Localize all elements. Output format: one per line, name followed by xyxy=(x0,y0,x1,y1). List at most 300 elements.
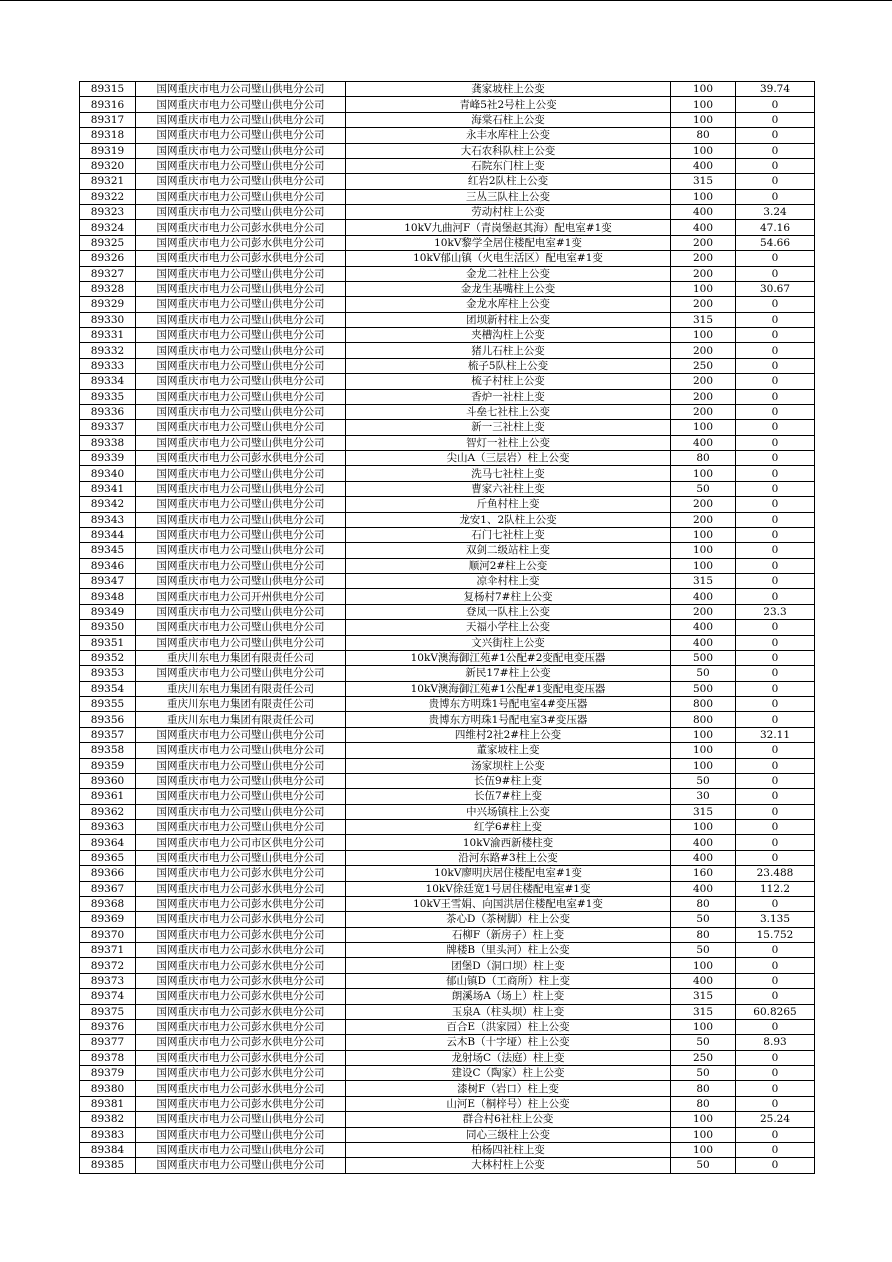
value-cell: 0 xyxy=(736,451,815,466)
value-cell: 0 xyxy=(736,650,815,665)
table-row xyxy=(80,1127,815,1142)
company-cell: 国网重庆市电力公司彭水供电分公司 xyxy=(136,220,346,235)
value-cell: 0 xyxy=(736,435,815,450)
capacity-cell: 200 xyxy=(671,235,736,250)
value-cell: 0 xyxy=(736,266,815,281)
capacity-cell: 80 xyxy=(671,1081,736,1096)
row-id-cell: 89344 xyxy=(80,527,136,542)
value-cell: 0 xyxy=(736,1050,815,1065)
value-cell: 0 xyxy=(736,358,815,373)
company-cell: 重庆川东电力集团有限责任公司 xyxy=(136,712,346,727)
row-id-cell: 89341 xyxy=(80,481,136,496)
company-cell: 国网重庆市电力公司璧山供电分公司 xyxy=(136,466,346,481)
table-row xyxy=(80,1019,815,1034)
company-cell: 国网重庆市电力公司璧山供电分公司 xyxy=(136,497,346,512)
transformer-name-cell: 10kV澳海御江苑#1公配#2变配电变压器 xyxy=(346,650,671,665)
table-row xyxy=(80,635,815,650)
transformer-name-cell: 董家坡柱上变 xyxy=(346,743,671,758)
company-cell: 国网重庆市电力公司彭水供电分公司 xyxy=(136,989,346,1004)
row-id-cell: 89367 xyxy=(80,881,136,896)
capacity-cell: 50 xyxy=(671,1066,736,1081)
table-row xyxy=(80,850,815,865)
company-cell: 国网重庆市电力公司璧山供电分公司 xyxy=(136,635,346,650)
company-cell: 国网重庆市电力公司璧山供电分公司 xyxy=(136,820,346,835)
table-row xyxy=(80,881,815,896)
transformer-table xyxy=(79,81,815,1174)
capacity-cell: 400 xyxy=(671,850,736,865)
transformer-name-cell: 永丰水库柱上公变 xyxy=(346,128,671,143)
table-row xyxy=(80,958,815,973)
table-row xyxy=(80,866,815,881)
transformer-name-cell: 10kV九曲河F（青岗堡赵其海）配电室#1变 xyxy=(346,220,671,235)
value-cell: 54.66 xyxy=(736,235,815,250)
company-cell: 国网重庆市电力公司璧山供电分公司 xyxy=(136,112,346,127)
row-id-cell: 89320 xyxy=(80,158,136,173)
table-row xyxy=(80,727,815,742)
value-cell: 0 xyxy=(736,128,815,143)
table-row xyxy=(80,758,815,773)
row-id-cell: 89318 xyxy=(80,128,136,143)
value-cell: 0 xyxy=(736,773,815,788)
row-id-cell: 89383 xyxy=(80,1127,136,1142)
value-cell: 0 xyxy=(736,512,815,527)
row-id-cell: 89373 xyxy=(80,973,136,988)
row-id-cell: 89369 xyxy=(80,912,136,927)
row-id-cell: 89315 xyxy=(80,82,136,97)
table-row xyxy=(80,281,815,296)
table-row xyxy=(80,174,815,189)
capacity-cell: 250 xyxy=(671,358,736,373)
transformer-name-cell: 贵博东方明珠1号配电室3#变压器 xyxy=(346,712,671,727)
company-cell: 国网重庆市电力公司市区供电分公司 xyxy=(136,835,346,850)
row-id-cell: 89353 xyxy=(80,666,136,681)
capacity-cell: 50 xyxy=(671,912,736,927)
value-cell: 0 xyxy=(736,743,815,758)
company-cell: 国网重庆市电力公司璧山供电分公司 xyxy=(136,158,346,173)
company-cell: 国网重庆市电力公司璧山供电分公司 xyxy=(136,773,346,788)
table-row xyxy=(80,681,815,696)
row-id-cell: 89381 xyxy=(80,1096,136,1111)
row-id-cell: 89349 xyxy=(80,604,136,619)
transformer-name-cell: 10kV澳海御江苑#1公配#1变配电变压器 xyxy=(346,681,671,696)
value-cell: 0 xyxy=(736,620,815,635)
row-id-cell: 89340 xyxy=(80,466,136,481)
value-cell: 0 xyxy=(736,481,815,496)
capacity-cell: 200 xyxy=(671,297,736,312)
row-id-cell: 89370 xyxy=(80,927,136,942)
company-cell: 国网重庆市电力公司彭水供电分公司 xyxy=(136,1035,346,1050)
table-row xyxy=(80,220,815,235)
row-id-cell: 89380 xyxy=(80,1081,136,1096)
company-cell: 国网重庆市电力公司彭水供电分公司 xyxy=(136,881,346,896)
row-id-cell: 89348 xyxy=(80,589,136,604)
transformer-name-cell: 天福小学柱上公变 xyxy=(346,620,671,635)
capacity-cell: 100 xyxy=(671,1142,736,1157)
transformer-name-cell: 10kV黎学全居住楼配电室#1变 xyxy=(346,235,671,250)
row-id-cell: 89335 xyxy=(80,389,136,404)
capacity-cell: 50 xyxy=(671,481,736,496)
table-row xyxy=(80,1004,815,1019)
table-row xyxy=(80,143,815,158)
value-cell: 60.8265 xyxy=(736,1004,815,1019)
table-row xyxy=(80,943,815,958)
table-row xyxy=(80,666,815,681)
table-row xyxy=(80,543,815,558)
capacity-cell: 100 xyxy=(671,727,736,742)
row-id-cell: 89325 xyxy=(80,235,136,250)
company-cell: 国网重庆市电力公司璧山供电分公司 xyxy=(136,789,346,804)
row-id-cell: 89319 xyxy=(80,143,136,158)
value-cell: 0 xyxy=(736,1081,815,1096)
row-id-cell: 89342 xyxy=(80,497,136,512)
value-cell: 0 xyxy=(736,574,815,589)
transformer-name-cell: 贵博东方明珠1号配电室4#变压器 xyxy=(346,697,671,712)
capacity-cell: 100 xyxy=(671,420,736,435)
value-cell: 0 xyxy=(736,789,815,804)
transformer-name-cell: 石院东门柱上变 xyxy=(346,158,671,173)
transformer-name-cell: 团堡D（洞口坝）柱上变 xyxy=(346,958,671,973)
row-id-cell: 89326 xyxy=(80,251,136,266)
transformer-name-cell: 复杨村7#柱上公变 xyxy=(346,589,671,604)
company-cell: 国网重庆市电力公司彭水供电分公司 xyxy=(136,251,346,266)
value-cell: 0 xyxy=(736,973,815,988)
transformer-name-cell: 四维村2社2#柱上公变 xyxy=(346,727,671,742)
company-cell: 重庆川东电力集团有限责任公司 xyxy=(136,650,346,665)
capacity-cell: 315 xyxy=(671,312,736,327)
row-id-cell: 89317 xyxy=(80,112,136,127)
row-id-cell: 89376 xyxy=(80,1019,136,1034)
value-cell: 0 xyxy=(736,527,815,542)
value-cell: 15.752 xyxy=(736,927,815,942)
capacity-cell: 50 xyxy=(671,666,736,681)
table-row xyxy=(80,266,815,281)
value-cell: 0 xyxy=(736,312,815,327)
value-cell: 23.488 xyxy=(736,866,815,881)
row-id-cell: 89362 xyxy=(80,804,136,819)
value-cell: 0 xyxy=(736,420,815,435)
company-cell: 国网重庆市电力公司璧山供电分公司 xyxy=(136,574,346,589)
table-row xyxy=(80,589,815,604)
table-row xyxy=(80,389,815,404)
table-row xyxy=(80,97,815,112)
transformer-name-cell: 斤鱼村柱上变 xyxy=(346,497,671,512)
value-cell: 25.24 xyxy=(736,1112,815,1127)
row-id-cell: 89363 xyxy=(80,820,136,835)
capacity-cell: 100 xyxy=(671,143,736,158)
company-cell: 国网重庆市电力公司璧山供电分公司 xyxy=(136,481,346,496)
transformer-name-cell: 顺河2#柱上公变 xyxy=(346,558,671,573)
row-id-cell: 89338 xyxy=(80,435,136,450)
capacity-cell: 80 xyxy=(671,451,736,466)
company-cell: 国网重庆市电力公司彭水供电分公司 xyxy=(136,896,346,911)
company-cell: 国网重庆市电力公司璧山供电分公司 xyxy=(136,666,346,681)
company-cell: 国网重庆市电力公司彭水供电分公司 xyxy=(136,912,346,927)
value-cell: 0 xyxy=(736,958,815,973)
table-row xyxy=(80,1142,815,1157)
capacity-cell: 200 xyxy=(671,512,736,527)
table-row xyxy=(80,374,815,389)
transformer-name-cell: 三丛三队柱上公变 xyxy=(346,189,671,204)
transformer-name-cell: 凉伞村柱上变 xyxy=(346,574,671,589)
row-id-cell: 89333 xyxy=(80,358,136,373)
table-row xyxy=(80,1096,815,1111)
row-id-cell: 89375 xyxy=(80,1004,136,1019)
capacity-cell: 400 xyxy=(671,973,736,988)
capacity-cell: 80 xyxy=(671,1096,736,1111)
capacity-cell: 30 xyxy=(671,789,736,804)
company-cell: 国网重庆市电力公司璧山供电分公司 xyxy=(136,389,346,404)
table-row xyxy=(80,896,815,911)
table-row xyxy=(80,697,815,712)
row-id-cell: 89360 xyxy=(80,773,136,788)
table-row xyxy=(80,773,815,788)
company-cell: 国网重庆市电力公司璧山供电分公司 xyxy=(136,1127,346,1142)
table-row xyxy=(80,743,815,758)
row-id-cell: 89322 xyxy=(80,189,136,204)
transformer-name-cell: 同心三级柱上公变 xyxy=(346,1127,671,1142)
company-cell: 国网重庆市电力公司璧山供电分公司 xyxy=(136,189,346,204)
transformer-name-cell: 石柳F（新房子）柱上变 xyxy=(346,927,671,942)
company-cell: 国网重庆市电力公司彭水供电分公司 xyxy=(136,451,346,466)
transformer-name-cell: 群合村6社柱上公变 xyxy=(346,1112,671,1127)
capacity-cell: 200 xyxy=(671,404,736,419)
transformer-name-cell: 金龙生基嘴柱上公变 xyxy=(346,281,671,296)
row-id-cell: 89327 xyxy=(80,266,136,281)
transformer-name-cell: 红学6#柱上变 xyxy=(346,820,671,835)
table-row xyxy=(80,251,815,266)
company-cell: 国网重庆市电力公司彭水供电分公司 xyxy=(136,1096,346,1111)
table-row xyxy=(80,574,815,589)
table-row xyxy=(80,343,815,358)
company-cell: 国网重庆市电力公司璧山供电分公司 xyxy=(136,558,346,573)
transformer-name-cell: 云木B（十字垭）柱上公变 xyxy=(346,1035,671,1050)
capacity-cell: 100 xyxy=(671,758,736,773)
value-cell: 0 xyxy=(736,635,815,650)
capacity-cell: 800 xyxy=(671,697,736,712)
table-row xyxy=(80,1112,815,1127)
row-id-cell: 89329 xyxy=(80,297,136,312)
capacity-cell: 200 xyxy=(671,604,736,619)
row-id-cell: 89328 xyxy=(80,281,136,296)
transformer-name-cell: 尖山A（三层岩）柱上公变 xyxy=(346,451,671,466)
row-id-cell: 89366 xyxy=(80,866,136,881)
value-cell: 0 xyxy=(736,1127,815,1142)
value-cell: 39.74 xyxy=(736,82,815,97)
capacity-cell: 200 xyxy=(671,251,736,266)
transformer-name-cell: 智灯一社柱上公变 xyxy=(346,435,671,450)
row-id-cell: 89354 xyxy=(80,681,136,696)
row-id-cell: 89331 xyxy=(80,328,136,343)
transformer-name-cell: 汤家坝柱上公变 xyxy=(346,758,671,773)
transformer-name-cell: 双剑二级站柱上变 xyxy=(346,543,671,558)
row-id-cell: 89345 xyxy=(80,543,136,558)
table-row xyxy=(80,235,815,250)
value-cell: 0 xyxy=(736,189,815,204)
transformer-name-cell: 建设C（陶家）柱上公变 xyxy=(346,1066,671,1081)
capacity-cell: 400 xyxy=(671,220,736,235)
table-row xyxy=(80,527,815,542)
value-cell: 0 xyxy=(736,97,815,112)
table-row xyxy=(80,1035,815,1050)
capacity-cell: 100 xyxy=(671,97,736,112)
transformer-name-cell: 长伍9#柱上变 xyxy=(346,773,671,788)
transformer-name-cell: 曹家六社柱上变 xyxy=(346,481,671,496)
table-row xyxy=(80,205,815,220)
value-cell: 112.2 xyxy=(736,881,815,896)
transformer-name-cell: 海棠石柱上公变 xyxy=(346,112,671,127)
row-id-cell: 89351 xyxy=(80,635,136,650)
table-row xyxy=(80,420,815,435)
transformer-name-cell: 金龙水库柱上公变 xyxy=(346,297,671,312)
capacity-cell: 100 xyxy=(671,1019,736,1034)
table-row xyxy=(80,466,815,481)
row-id-cell: 89343 xyxy=(80,512,136,527)
table-row xyxy=(80,789,815,804)
company-cell: 国网重庆市电力公司彭水供电分公司 xyxy=(136,927,346,942)
table-row xyxy=(80,835,815,850)
transformer-name-cell: 文兴街柱上公变 xyxy=(346,635,671,650)
transformer-name-cell: 10kV王雪娟、向国洪居住楼配电室#1变 xyxy=(346,896,671,911)
transformer-name-cell: 香炉一社柱上变 xyxy=(346,389,671,404)
row-id-cell: 89361 xyxy=(80,789,136,804)
row-id-cell: 89352 xyxy=(80,650,136,665)
transformer-name-cell: 龙安1、2队柱上公变 xyxy=(346,512,671,527)
company-cell: 国网重庆市电力公司彭水供电分公司 xyxy=(136,943,346,958)
company-cell: 国网重庆市电力公司璧山供电分公司 xyxy=(136,174,346,189)
transformer-name-cell: 梳子5队柱上公变 xyxy=(346,358,671,373)
value-cell: 30.67 xyxy=(736,281,815,296)
capacity-cell: 315 xyxy=(671,574,736,589)
company-cell: 国网重庆市电力公司璧山供电分公司 xyxy=(136,604,346,619)
value-cell: 0 xyxy=(736,1142,815,1157)
company-cell: 国网重庆市电力公司璧山供电分公司 xyxy=(136,205,346,220)
company-cell: 国网重庆市电力公司彭水供电分公司 xyxy=(136,1050,346,1065)
table-row xyxy=(80,1158,815,1173)
capacity-cell: 800 xyxy=(671,712,736,727)
company-cell: 国网重庆市电力公司璧山供电分公司 xyxy=(136,804,346,819)
row-id-cell: 89359 xyxy=(80,758,136,773)
table-row xyxy=(80,497,815,512)
capacity-cell: 200 xyxy=(671,374,736,389)
capacity-cell: 100 xyxy=(671,558,736,573)
table-row xyxy=(80,1066,815,1081)
value-cell: 0 xyxy=(736,1158,815,1173)
company-cell: 国网重庆市电力公司璧山供电分公司 xyxy=(136,312,346,327)
capacity-cell: 160 xyxy=(671,866,736,881)
transformer-name-cell: 10kV郁山镇（火电生活区）配电室#1变 xyxy=(346,251,671,266)
capacity-cell: 50 xyxy=(671,1158,736,1173)
company-cell: 国网重庆市电力公司璧山供电分公司 xyxy=(136,620,346,635)
company-cell: 国网重庆市电力公司彭水供电分公司 xyxy=(136,1066,346,1081)
capacity-cell: 400 xyxy=(671,158,736,173)
company-cell: 国网重庆市电力公司开州供电分公司 xyxy=(136,589,346,604)
table-row xyxy=(80,558,815,573)
table-row xyxy=(80,1081,815,1096)
row-id-cell: 89330 xyxy=(80,312,136,327)
transformer-name-cell: 新一三社柱上变 xyxy=(346,420,671,435)
capacity-cell: 400 xyxy=(671,435,736,450)
capacity-cell: 200 xyxy=(671,343,736,358)
value-cell: 0 xyxy=(736,389,815,404)
company-cell: 重庆川东电力集团有限责任公司 xyxy=(136,681,346,696)
capacity-cell: 315 xyxy=(671,1004,736,1019)
row-id-cell: 89368 xyxy=(80,896,136,911)
company-cell: 国网重庆市电力公司璧山供电分公司 xyxy=(136,1112,346,1127)
value-cell: 3.135 xyxy=(736,912,815,927)
table-row xyxy=(80,512,815,527)
company-cell: 国网重庆市电力公司璧山供电分公司 xyxy=(136,1158,346,1173)
row-id-cell: 89357 xyxy=(80,727,136,742)
row-id-cell: 89379 xyxy=(80,1066,136,1081)
transformer-name-cell: 玉泉A（柱头坝）柱上变 xyxy=(346,1004,671,1019)
value-cell: 0 xyxy=(736,1019,815,1034)
capacity-cell: 200 xyxy=(671,266,736,281)
company-cell: 国网重庆市电力公司璧山供电分公司 xyxy=(136,343,346,358)
transformer-name-cell: 劳动村柱上公变 xyxy=(346,205,671,220)
table-row xyxy=(80,804,815,819)
row-id-cell: 89365 xyxy=(80,850,136,865)
table-row xyxy=(80,158,815,173)
capacity-cell: 100 xyxy=(671,281,736,296)
transformer-name-cell: 登凤一队柱上公变 xyxy=(346,604,671,619)
capacity-cell: 400 xyxy=(671,635,736,650)
row-id-cell: 89339 xyxy=(80,451,136,466)
transformer-name-cell: 团坝新村柱上公变 xyxy=(346,312,671,327)
row-id-cell: 89358 xyxy=(80,743,136,758)
transformer-name-cell: 漆树F（岩口）柱上变 xyxy=(346,1081,671,1096)
company-cell: 国网重庆市电力公司璧山供电分公司 xyxy=(136,727,346,742)
value-cell: 0 xyxy=(736,850,815,865)
table-row xyxy=(80,128,815,143)
capacity-cell: 100 xyxy=(671,1127,736,1142)
page-top-rule xyxy=(0,0,892,1)
table-row xyxy=(80,435,815,450)
table-row xyxy=(80,481,815,496)
company-cell: 国网重庆市电力公司璧山供电分公司 xyxy=(136,758,346,773)
table-row xyxy=(80,912,815,927)
company-cell: 国网重庆市电力公司璧山供电分公司 xyxy=(136,435,346,450)
capacity-cell: 100 xyxy=(671,958,736,973)
transformer-name-cell: 龚家坡柱上公变 xyxy=(346,82,671,97)
row-id-cell: 89321 xyxy=(80,174,136,189)
company-cell: 国网重庆市电力公司璧山供电分公司 xyxy=(136,404,346,419)
value-cell: 0 xyxy=(736,343,815,358)
transformer-name-cell: 茶心D（茶树脚）柱上公变 xyxy=(346,912,671,927)
capacity-cell: 80 xyxy=(671,896,736,911)
row-id-cell: 89355 xyxy=(80,697,136,712)
capacity-cell: 100 xyxy=(671,543,736,558)
company-cell: 国网重庆市电力公司璧山供电分公司 xyxy=(136,358,346,373)
capacity-cell: 315 xyxy=(671,989,736,1004)
company-cell: 国网重庆市电力公司彭水供电分公司 xyxy=(136,1004,346,1019)
company-cell: 重庆川东电力集团有限责任公司 xyxy=(136,697,346,712)
transformer-name-cell: 百合E（洪家园）柱上公变 xyxy=(346,1019,671,1034)
value-cell: 3.24 xyxy=(736,205,815,220)
transformer-name-cell: 夹槽沟柱上公变 xyxy=(346,328,671,343)
capacity-cell: 100 xyxy=(671,1112,736,1127)
value-cell: 0 xyxy=(736,835,815,850)
capacity-cell: 80 xyxy=(671,927,736,942)
table-body xyxy=(80,82,815,1174)
table-row xyxy=(80,604,815,619)
company-cell: 国网重庆市电力公司璧山供电分公司 xyxy=(136,128,346,143)
transformer-name-cell: 斗垒七社柱上公变 xyxy=(346,404,671,419)
company-cell: 国网重庆市电力公司璧山供电分公司 xyxy=(136,97,346,112)
company-cell: 国网重庆市电力公司彭水供电分公司 xyxy=(136,973,346,988)
value-cell: 0 xyxy=(736,497,815,512)
capacity-cell: 400 xyxy=(671,205,736,220)
capacity-cell: 100 xyxy=(671,743,736,758)
